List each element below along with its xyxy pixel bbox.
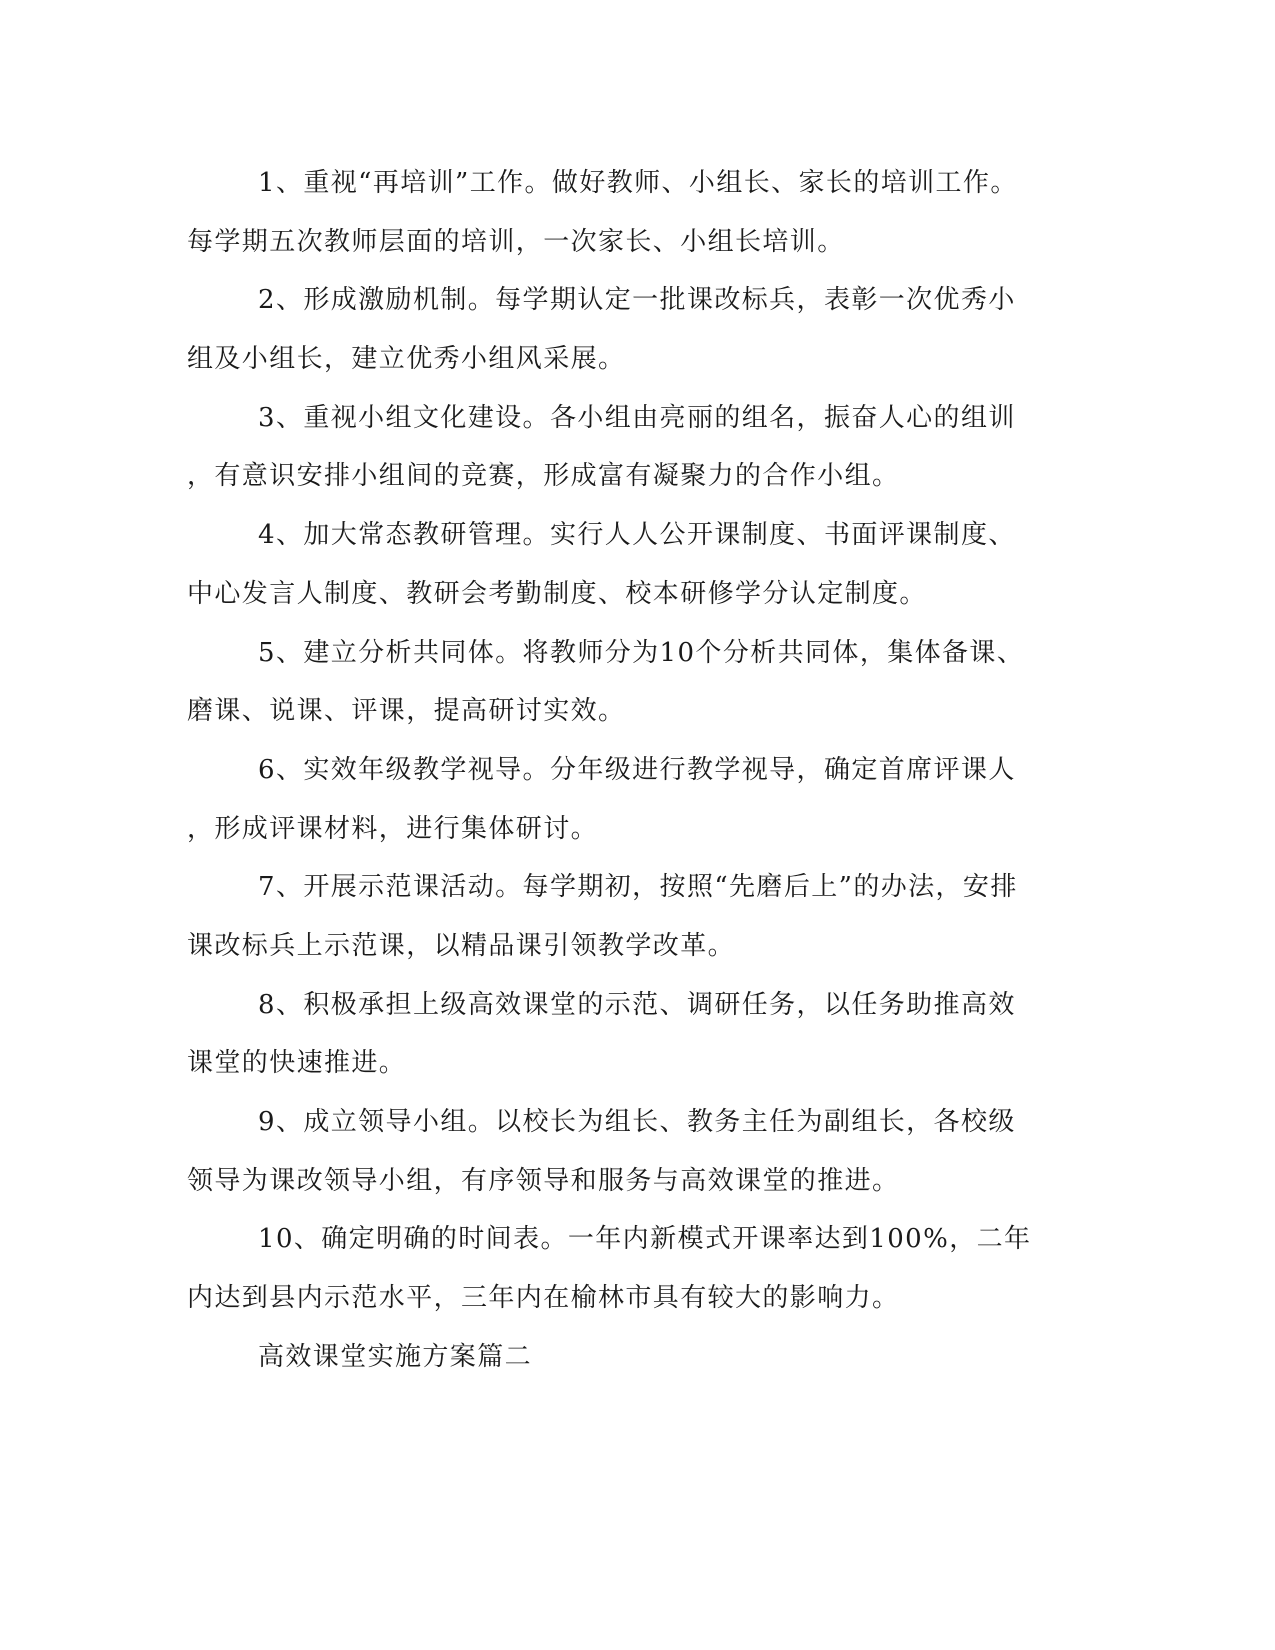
paragraph-4 [187, 506, 1087, 623]
paragraph-line: 内达到县内示范水平，三年内在榆林市具有较大的影响力。 [187, 1283, 900, 1314]
paragraph-10 [187, 1210, 1087, 1327]
paragraph-line: 领导为课改领导小组，有序领导和服务与高效课堂的推进。 [187, 1165, 900, 1196]
paragraph-line: ，形成评课材料，进行集体研讨。 [187, 813, 599, 844]
paragraph-5 [187, 624, 1087, 741]
paragraph-6 [187, 741, 1087, 858]
paragraph-line: 3、重视小组文化建设。各小组由亮丽的组名，振奋人心的组训 [258, 402, 1016, 433]
paragraph-line: 4、加大常态教研管理。实行人人公开课制度、书面评课制度、 [258, 520, 1016, 551]
paragraph-line: ，有意识安排小组间的竞赛，形成富有凝聚力的合作小组。 [187, 461, 900, 492]
document-page [187, 154, 1087, 1386]
paragraph-line: 组及小组长，建立优秀小组风采展。 [187, 344, 626, 375]
paragraph-line: 每学期五次教师层面的培训，一次家长、小组长培训。 [187, 226, 845, 257]
paragraph-line: 2、形成激励机制。每学期认定一批课改标兵，表彰一次优秀小 [258, 285, 1016, 316]
paragraph-line: 10、确定明确的时间表。一年内新模式开课率达到100%，二年 [258, 1224, 1032, 1255]
paragraph-line: 5、建立分析共同体。将教师分为10个分析共同体，集体备课、 [258, 637, 1025, 668]
paragraph-line: 9、成立领导小组。以校长为组长、教务主任为副组长，各校级 [258, 1107, 1016, 1137]
paragraph-line: 6、实效年级教学视导。分年级进行教学视导，确定首席评课人 [258, 754, 1016, 785]
paragraph-2 [187, 271, 1087, 388]
paragraph-line: 1、重视“再培训”工作。做好教师、小组长、家长的培训工作。 [258, 168, 1018, 198]
paragraph-9 [187, 1093, 1087, 1210]
paragraph-line: 7、开展示范课活动。每学期初，按照“先磨后上”的办法，安排 [258, 872, 1018, 903]
paragraph-line: 中心发言人制度、教研会考勤制度、校本研修学分认定制度。 [187, 578, 927, 609]
paragraph-line: 8、积极承担上级高效课堂的示范、调研任务，以任务助推高效 [258, 989, 1016, 1020]
section-title: 高效课堂实施方案篇二 [258, 1341, 533, 1372]
paragraph-3 [187, 389, 1087, 506]
paragraph-line: 磨课、说课、评课，提高研讨实效。 [187, 696, 626, 727]
paragraph-line: 课堂的快速推进。 [187, 1048, 407, 1079]
paragraph-7 [187, 858, 1087, 975]
paragraph-line: 课改标兵上示范课，以精品课引领教学改革。 [187, 930, 736, 961]
paragraph-1 [187, 154, 1087, 271]
paragraph-8 [187, 976, 1087, 1093]
